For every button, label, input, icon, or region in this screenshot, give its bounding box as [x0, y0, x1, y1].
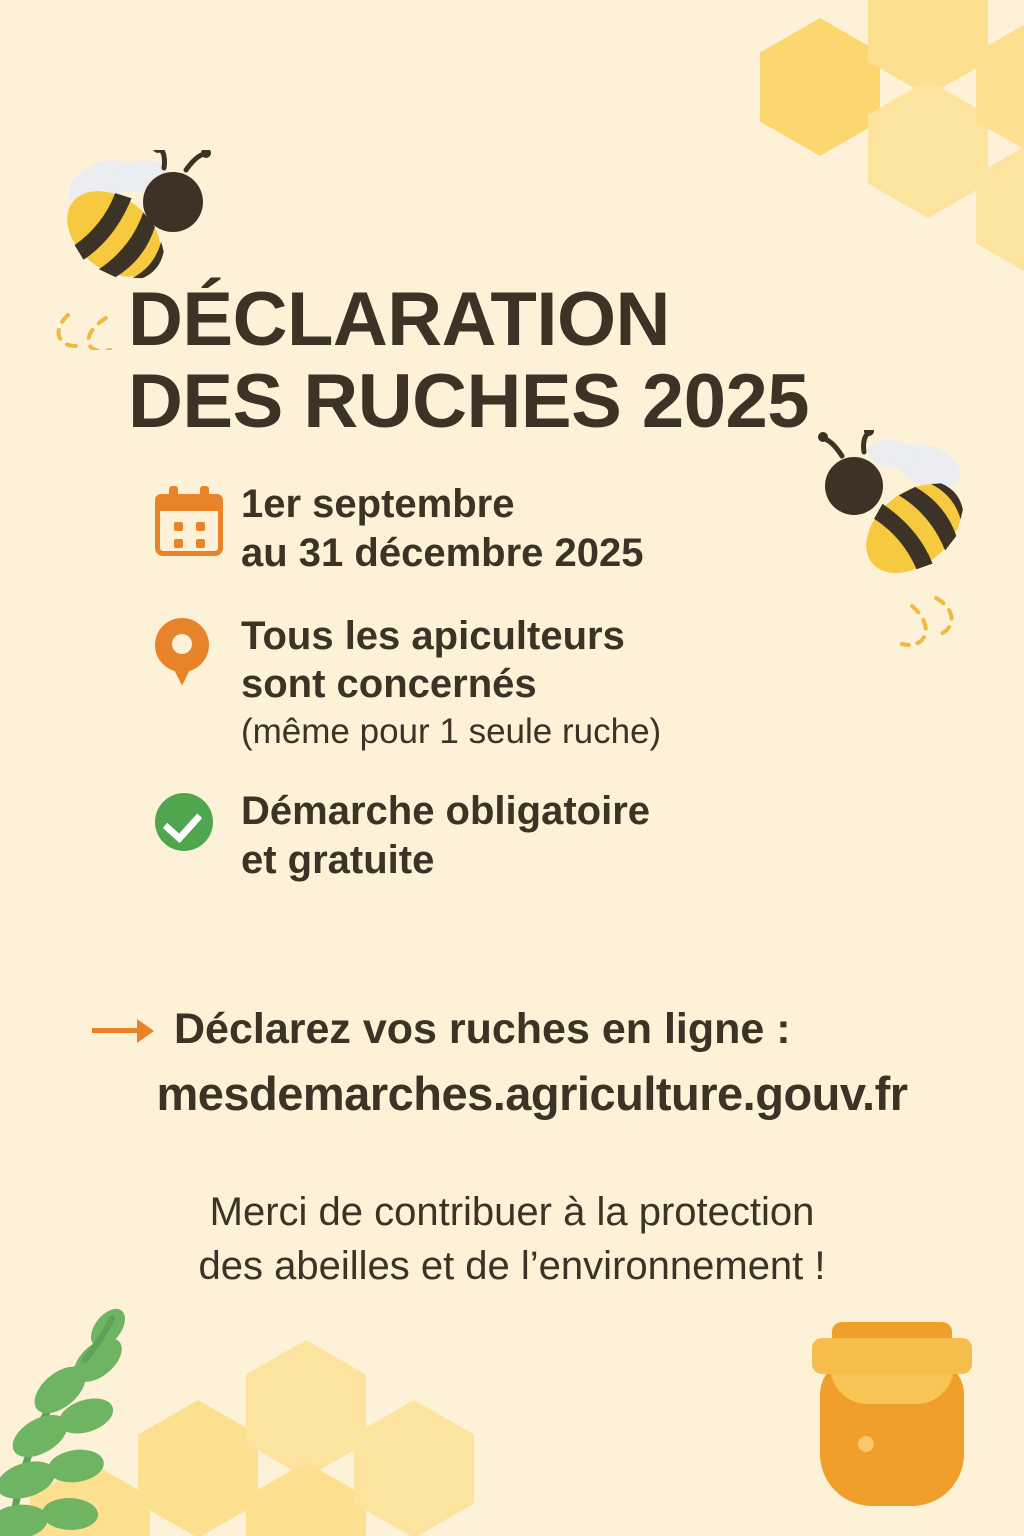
- page-title-line1: DÉCLARATION: [128, 276, 670, 362]
- info-row-obligation-line1: Démarche obligatoire: [241, 789, 651, 834]
- info-row-audience-sub: (même pour 1 seule ruche): [241, 712, 662, 752]
- cta-url-link[interactable]: mesdemarches.agriculture.gouv.fr: [156, 1067, 908, 1120]
- cta-label: Déclarez vos ruches en ligne :: [174, 1005, 791, 1053]
- info-row-dates-line1: 1er septembre: [241, 482, 515, 526]
- info-row-audience-text: [241, 612, 661, 754]
- info-row-obligation-text: [241, 787, 650, 885]
- cta-line: [92, 1005, 972, 1054]
- info-row-dates: [155, 480, 945, 578]
- info-row-audience: [155, 612, 945, 754]
- honeycomb-shape: [760, 18, 880, 156]
- thanks-line1: Merci de contribuer à la protection: [209, 1190, 815, 1234]
- calendar-icon: [155, 480, 241, 558]
- cta-block: [92, 1005, 972, 1121]
- info-row-dates-line2: au 31 décembre 2025: [241, 530, 644, 575]
- check-circle-icon: [155, 787, 241, 851]
- honeycomb-shape: [246, 1462, 366, 1536]
- info-row-obligation-line2: et gratuite: [241, 837, 435, 882]
- page-title: [128, 276, 948, 444]
- page-title-line2: DES RUCHES 2025: [128, 358, 809, 444]
- info-row-dates-text: [241, 480, 643, 578]
- honeycomb-shape: [868, 80, 988, 218]
- plant-icon: [0, 1240, 220, 1536]
- honeycomb-shape: [354, 1400, 474, 1536]
- info-row-obligation: [155, 787, 945, 885]
- arrow-right-icon: [92, 1013, 154, 1047]
- info-row-audience-line1: Tous les apiculteurs: [241, 613, 625, 658]
- honeycomb-shape: [246, 1340, 366, 1478]
- location-pin-icon: [155, 612, 241, 692]
- honey-pot-icon: [812, 1318, 972, 1508]
- info-rows: [155, 480, 945, 919]
- info-row-audience-line2: sont concernés: [241, 662, 537, 707]
- thanks-line2: des abeilles et de l’environnement !: [198, 1244, 826, 1288]
